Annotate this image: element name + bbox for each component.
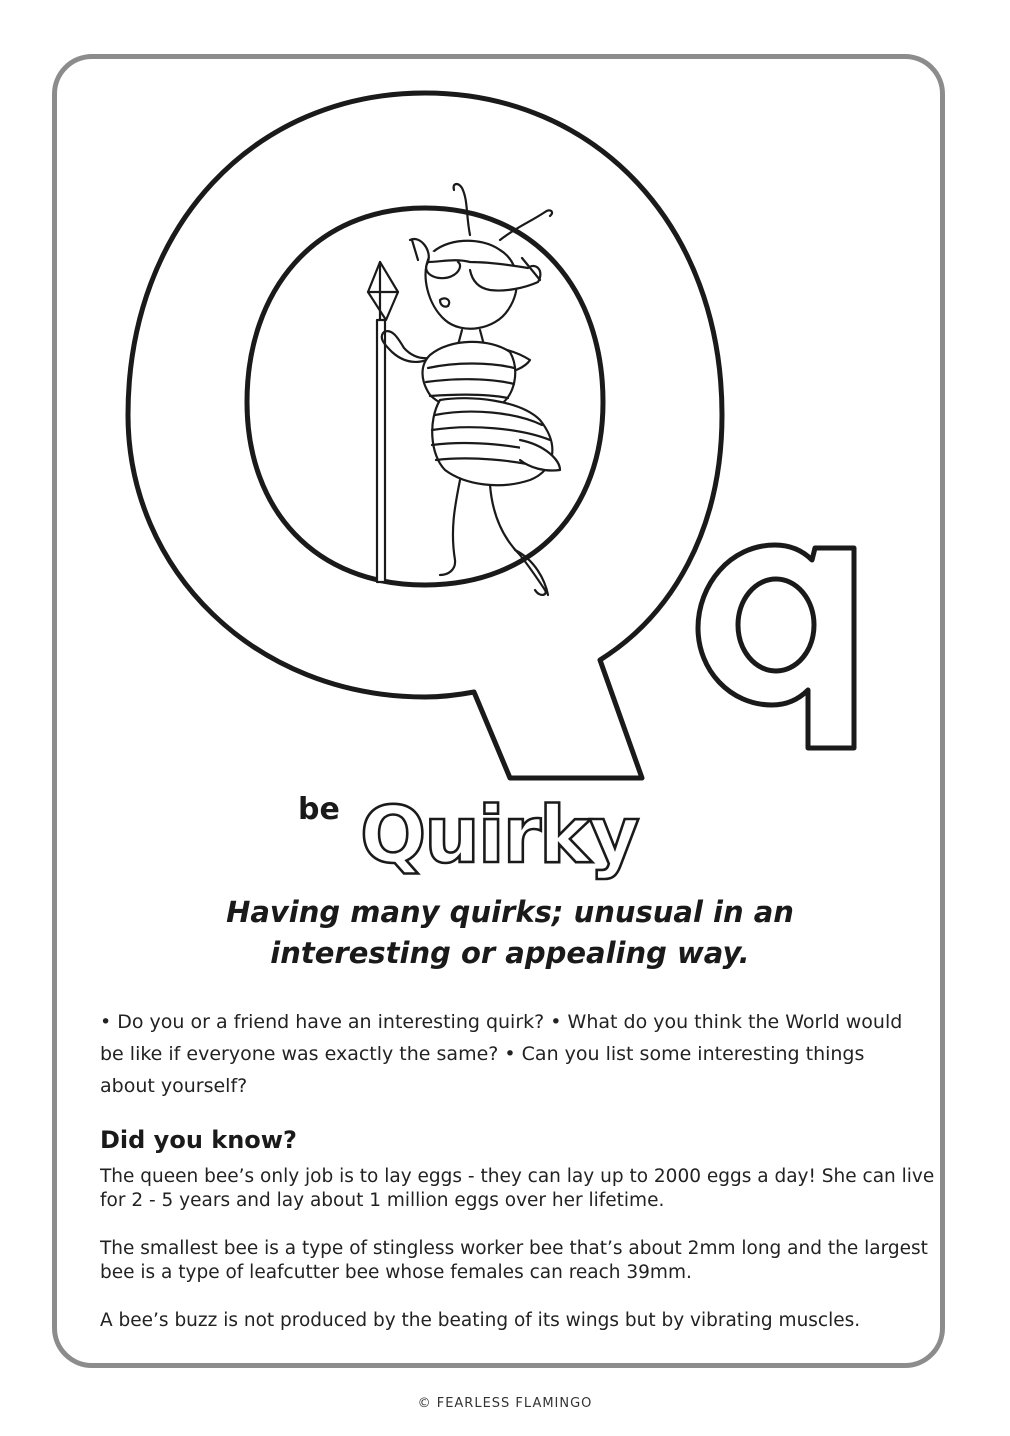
definition-line-2: interesting or appealing way.: [270, 936, 750, 970]
question-1: • Do you or a friend have an interesting quirk?: [100, 1011, 545, 1033]
question-3: • Can you list some interesting things about yourself?: [100, 1043, 865, 1097]
be-prefix: be: [298, 792, 340, 827]
fact-3: A bee’s buzz is not produced by the beating of its wings but by vibrating muscles.: [100, 1310, 861, 1331]
discussion-questions: [100, 1006, 920, 1102]
definition-line-1: Having many quirks; unusual in an: [226, 895, 794, 929]
fact-1: The queen bee’s only job is to lay eggs - they can lay up to 2000 eggs a day! She can live for 2 - 5 years and lay about 1 million eggs over her lifetime.: [100, 1166, 935, 1211]
word-quirky-outline: Quirky: [360, 791, 638, 881]
definition-text: [160, 892, 860, 974]
did-you-know-facts: [100, 1165, 940, 1333]
uppercase-q-outline: [128, 93, 722, 778]
did-you-know-heading: Did you know?: [100, 1126, 297, 1154]
question-2: • What do you think the World would be like if everyone was exactly the same?: [100, 1011, 903, 1065]
copyright-credit: © FEARLESS FLAMINGO: [417, 1396, 593, 1411]
lowercase-q-outline: [698, 545, 854, 748]
fact-2: The smallest bee is a type of stingless worker bee that’s about 2mm long and the largest bee is a type of leafcutter bee whose females can reach 39mm.: [100, 1238, 928, 1283]
